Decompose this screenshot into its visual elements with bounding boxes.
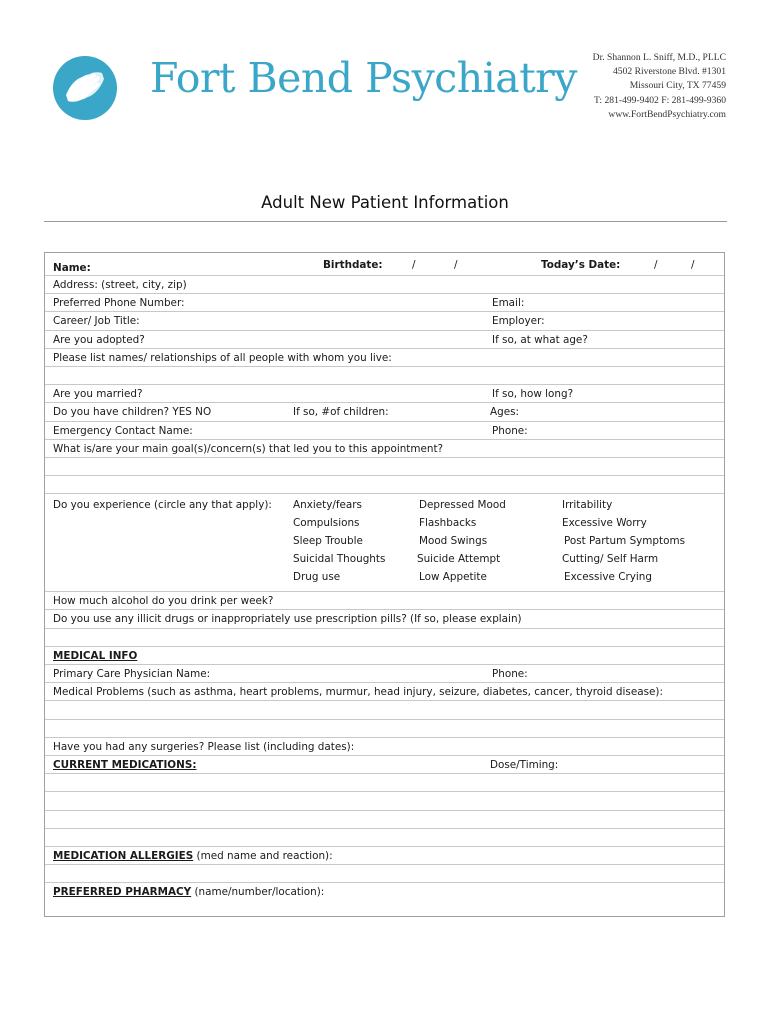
todays-date-label: Today’s Date: (541, 259, 621, 271)
symptom-option[interactable]: Anxiety/fears (293, 499, 362, 512)
drugs-blank-row[interactable] (45, 629, 724, 647)
alcohol-label: How much alcohol do you drink per week? (53, 595, 274, 608)
live-with-blank-row[interactable] (45, 367, 724, 385)
symptom-option[interactable]: Suicide Attempt (417, 553, 501, 566)
emergency-phone-label: Phone: (492, 424, 528, 437)
current-meds-heading: CURRENT MEDICATIONS: (53, 758, 197, 771)
pharmacy-row[interactable] (45, 883, 724, 901)
title-divider (44, 221, 727, 222)
todays-date-slash-1: / (654, 259, 658, 271)
emergency-row[interactable] (45, 422, 724, 440)
contact-line-street: 4502 Riverstone Blvd. #1301 (613, 66, 726, 78)
phone-email-row[interactable] (45, 294, 724, 312)
married-label: Are you married? (53, 388, 143, 401)
contact-line-phone: T: 281-499-9402 F: 281-499-9360 (594, 94, 726, 106)
hands-logo-icon (52, 55, 118, 121)
pharmacy-label (53, 886, 324, 898)
adopted-row[interactable] (45, 331, 724, 349)
meds-blank-row-1[interactable] (45, 774, 724, 792)
contact-line-city: Missouri City, TX 77459 (629, 80, 726, 92)
allergies-label (53, 850, 333, 862)
goals-blank-row-2[interactable] (45, 476, 724, 494)
career-label: Career/ Job Title: (53, 315, 140, 328)
live-with-label: Please list names/ relationships of all people with whom you live: (53, 351, 392, 364)
meds-blank-row-4[interactable] (45, 829, 724, 847)
ages-label: Ages: (490, 406, 520, 419)
current-meds-row (45, 756, 724, 774)
contact-line-website: www.FortBendPsychiatry.com (608, 108, 726, 120)
allergies-blank-row[interactable] (45, 865, 724, 883)
goals-blank-row-1[interactable] (45, 458, 724, 476)
medical-problems-blank-row-2[interactable] (45, 720, 724, 738)
symptom-option[interactable]: Low Appetite (419, 571, 487, 584)
goals-label: What is/are your main goal(s)/concern(s) that led you to this appointment? (53, 442, 444, 455)
drugs-label: Do you use any illicit drugs or inappropriately use prescription pills? (If so, please explain) (53, 613, 522, 626)
symptom-option[interactable]: Sleep Trouble (293, 535, 363, 548)
birthdate-label: Birthdate: (323, 259, 383, 271)
address-label: Address: (street, city, zip) (53, 279, 187, 291)
brand-name: Fort Bend Psychiatry (150, 54, 577, 102)
pcp-phone-label: Phone: (492, 668, 528, 680)
symptom-option[interactable]: Excessive Worry (562, 517, 647, 530)
medical-problems-row[interactable] (45, 683, 724, 701)
symptom-option[interactable]: Flashbacks (419, 517, 477, 530)
todays-date-slash-2: / (691, 259, 695, 271)
birthdate-slash-1: / (412, 259, 416, 271)
medical-info-row (45, 647, 724, 665)
drugs-row[interactable] (45, 610, 724, 628)
name-row[interactable] (45, 253, 724, 276)
letterhead (0, 0, 770, 140)
allergies-heading: MEDICATION ALLERGIES (53, 849, 194, 862)
phone-label: Preferred Phone Number: (53, 297, 185, 310)
pharmacy-heading: PREFERRED PHARMACY (53, 886, 192, 899)
career-row[interactable] (45, 312, 724, 330)
children-label: Do you have children? YES NO (53, 406, 212, 419)
pcp-label: Primary Care Physician Name: (53, 668, 211, 680)
alcohol-row[interactable] (45, 592, 724, 610)
allergies-row[interactable] (45, 847, 724, 865)
practice-contact-block (593, 51, 726, 122)
allergies-suffix: (med name and reaction): (193, 849, 333, 862)
form-title: Adult New Patient Information (261, 193, 509, 212)
adopted-age-label: If so, at what age? (492, 333, 588, 346)
symptom-option[interactable]: Post Partum Symptoms (564, 535, 685, 548)
goals-row[interactable] (45, 440, 724, 458)
address-row[interactable] (45, 276, 724, 294)
children-row[interactable] (45, 403, 724, 421)
symptom-option[interactable]: Cutting/ Self Harm (562, 553, 659, 566)
patient-intake-form (44, 252, 725, 917)
contact-line-doctor: Dr. Shannon L. Sniff, M.D., PLLC (592, 52, 726, 63)
symptoms-section (45, 494, 724, 592)
emergency-label: Emergency Contact Name: (53, 424, 193, 437)
pcp-row[interactable] (45, 665, 724, 683)
medical-info-heading: MEDICAL INFO (53, 649, 138, 662)
symptom-option[interactable]: Excessive Crying (564, 571, 652, 584)
experience-label: Do you experience (circle any that apply): (53, 499, 272, 512)
birthdate-slash-2: / (454, 259, 458, 271)
symptom-option[interactable]: Drug use (293, 571, 341, 584)
pharmacy-suffix: (name/number/location): (191, 886, 325, 899)
symptom-option[interactable]: Suicidal Thoughts (293, 553, 386, 566)
meds-blank-row-2[interactable] (45, 792, 724, 810)
married-long-label: If so, how long? (492, 388, 574, 401)
symptom-option[interactable]: Depressed Mood (419, 499, 506, 512)
email-label: Email: (492, 297, 525, 310)
medical-problems-blank-row-1[interactable] (45, 701, 724, 719)
medical-problems-label: Medical Problems (such as asthma, heart problems, murmur, head injury, seizure, diabetes, cancer, thyroid disease): (53, 686, 663, 699)
employer-label: Employer: (492, 315, 545, 328)
married-row[interactable] (45, 385, 724, 403)
surgeries-label: Have you had any surgeries? Please list (including dates): (53, 740, 355, 753)
live-with-row[interactable] (45, 349, 724, 367)
adopted-label: Are you adopted? (53, 333, 145, 346)
symptom-option[interactable]: Mood Swings (419, 535, 488, 548)
surgeries-row[interactable] (45, 738, 724, 756)
dose-label: Dose/Timing: (490, 758, 559, 771)
symptom-option[interactable]: Irritability (562, 499, 613, 512)
num-children-label: If so, #of children: (293, 406, 389, 419)
symptom-option[interactable]: Compulsions (293, 517, 360, 530)
name-label: Name: (53, 262, 91, 274)
meds-blank-row-3[interactable] (45, 811, 724, 829)
